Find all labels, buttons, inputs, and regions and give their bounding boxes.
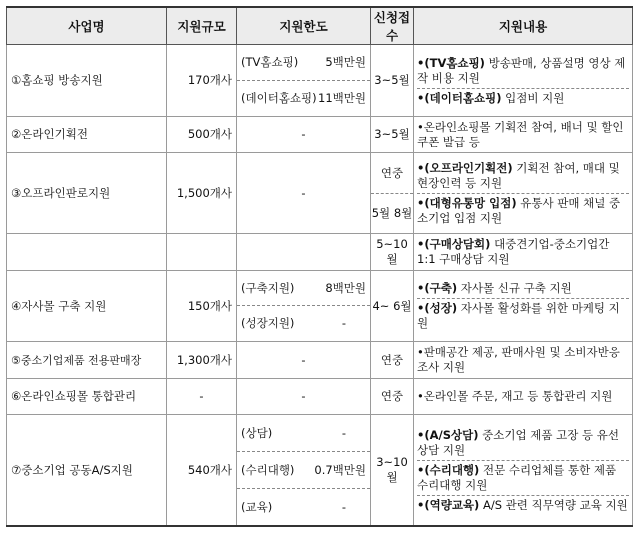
support-content <box>414 379 633 415</box>
application-period: 3~5월 <box>371 117 414 153</box>
program-name: ⑥온라인쇼핑몰 통합관리 <box>7 379 167 415</box>
table-row <box>7 153 633 234</box>
support-scale: 1,300개사 <box>167 342 237 379</box>
table-header-row <box>7 7 633 45</box>
limit-label: (구축지원) <box>241 280 295 295</box>
support-limit <box>237 234 371 271</box>
application-period: 4~ 6월 <box>371 271 414 342</box>
support-limit <box>237 415 371 527</box>
header-period: 신청접수 <box>371 7 414 45</box>
table-row <box>7 234 633 271</box>
support-content <box>414 342 633 379</box>
program-name: ⑤중소기업제품 전용판매장 <box>7 342 167 379</box>
limit-label: (성장지원) <box>241 316 295 330</box>
content-item: •(구축) 자사몰 신규 구축 지원 <box>417 281 572 295</box>
support-scale: 1,500개사 <box>167 153 237 234</box>
limit-value: - <box>341 425 346 440</box>
program-name: ③오프라인판로지원 <box>7 153 167 234</box>
limit-item <box>237 415 370 451</box>
support-content <box>414 45 633 117</box>
support-content <box>414 234 633 271</box>
limit-value: - <box>341 316 346 330</box>
header-scale: 지원규모 <box>167 7 237 45</box>
support-limit <box>237 45 371 117</box>
content-item: •판매공간 제공, 판매사원 및 소비자반응 조사 지원 <box>417 345 620 374</box>
table-row <box>7 379 633 415</box>
limit-item <box>237 305 370 341</box>
application-period: 5~10월 <box>371 234 414 271</box>
content-item: •(수리대행) 전문 수리업체를 통한 제품 수리대행 지원 <box>417 460 629 493</box>
table-row <box>7 415 633 527</box>
support-limit: - <box>237 153 371 234</box>
support-content <box>414 153 633 234</box>
table-row <box>7 271 633 342</box>
limit-value: 8백만원 <box>325 280 366 295</box>
support-limit: - <box>237 379 371 415</box>
table-row <box>7 45 633 117</box>
period-value: 연중 <box>380 165 404 180</box>
application-period: 연중 <box>371 379 414 415</box>
application-period: 3~10월 <box>371 415 414 527</box>
limit-item <box>237 45 370 80</box>
program-name: ②온라인기획전 <box>7 117 167 153</box>
content-item: •온라인몰 주문, 재고 등 통합관리 지원 <box>417 389 613 403</box>
header-limit: 지원한도 <box>237 7 371 45</box>
support-program-table <box>6 6 633 527</box>
content-item: •(A/S상담) 중소기업 제품 고장 등 유선상담 지원 <box>417 427 619 457</box>
limit-item <box>237 451 370 488</box>
limit-value: 0.7백만원 <box>314 462 366 477</box>
content-item: •온라인쇼핑몰 기획전 참여, 배너 및 할인쿠폰 발급 등 <box>417 119 624 149</box>
support-content <box>414 415 633 527</box>
limit-value: 5백만원 <box>325 55 366 69</box>
application-period: 연중 <box>371 342 414 379</box>
support-limit <box>237 271 371 342</box>
limit-label: (상담) <box>241 425 273 440</box>
content-item: •(역량교육) A/S 관련 직무역량 교육 지원 <box>417 495 629 513</box>
content-item: •(대형유통망 입점) 유통사 판매 채널 중소기업 입점 지원 <box>417 193 629 226</box>
limit-item <box>237 271 370 305</box>
limit-value: 11백만원 <box>318 91 366 105</box>
table-row <box>7 117 633 153</box>
program-name: ⑦중소기업 공동A/S지원 <box>7 415 167 527</box>
header-content: 지원내용 <box>414 7 633 45</box>
period-value: 5월 8월 <box>371 193 413 233</box>
table-row <box>7 342 633 379</box>
content-item: •(구매상담회) 대중견기업-중소기업간 1:1 구매상담 지원 <box>417 237 610 266</box>
limit-value: - <box>341 499 346 514</box>
support-content <box>414 117 633 153</box>
support-scale: 170개사 <box>167 45 237 117</box>
support-content <box>414 271 633 342</box>
content-item: •(데이터홈쇼핑) 입점비 지원 <box>417 88 629 106</box>
application-period <box>371 153 414 234</box>
program-name: ④자사몰 구축 지원 <box>7 271 167 342</box>
header-program-name: 사업명 <box>7 7 167 45</box>
content-item: •(성장) 자사몰 활성화를 위한 마케팅 지원 <box>417 298 629 331</box>
application-period: 3~5월 <box>371 45 414 117</box>
support-limit: - <box>237 117 371 153</box>
support-limit: - <box>237 342 371 379</box>
program-name <box>7 234 167 271</box>
limit-label: (TV홈쇼핑) <box>241 55 299 69</box>
support-scale: 150개사 <box>167 271 237 342</box>
content-item: •(오프라인기획전) 기획전 참여, 매대 및 현장인력 등 지원 <box>417 160 620 190</box>
limit-label: (데이터홈쇼핑) <box>241 91 317 105</box>
support-scale: 540개사 <box>167 415 237 527</box>
limit-item <box>237 80 370 116</box>
limit-label: (교육) <box>241 499 273 514</box>
support-scale: - <box>167 379 237 415</box>
content-item: •(TV홈쇼핑) 방송판매, 상품설명 영상 제작 비용 지원 <box>417 55 626 85</box>
support-scale <box>167 234 237 271</box>
support-scale: 500개사 <box>167 117 237 153</box>
limit-label: (수리대행) <box>241 462 295 477</box>
program-name: ①홈쇼핑 방송지원 <box>7 45 167 117</box>
limit-item <box>237 488 370 525</box>
